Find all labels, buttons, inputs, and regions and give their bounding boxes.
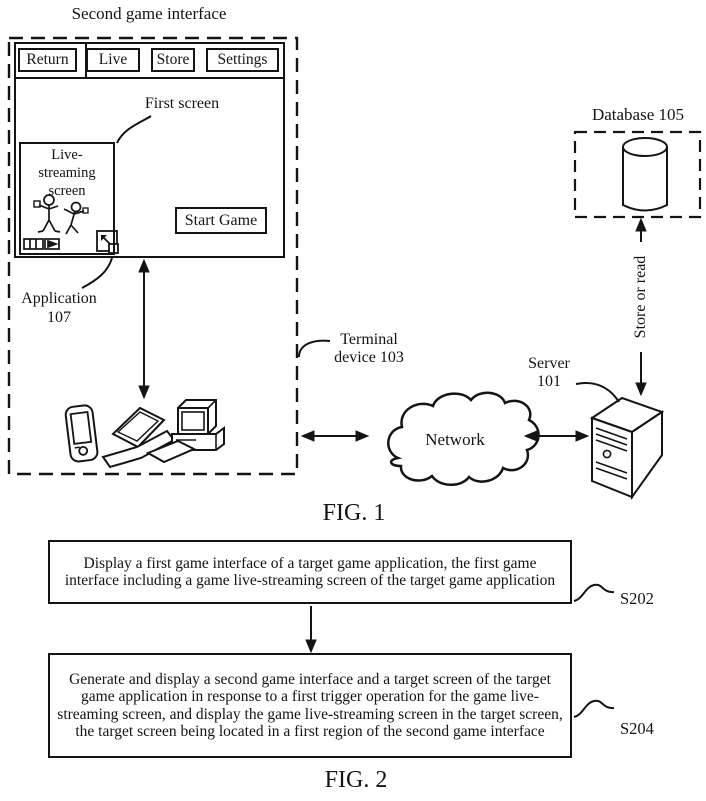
live-streaming-screen-box <box>19 142 115 255</box>
fig2-caption: FIG. 2 <box>324 767 388 793</box>
step-id-s202: S202 <box>620 589 654 608</box>
database-label: Database 105 <box>591 105 685 124</box>
s202-leader-squiggle <box>574 585 614 601</box>
toolbar <box>16 44 283 79</box>
terminal-device-label-line2: device 103 <box>334 349 404 366</box>
flow-step-s204-text: Generate and display a second game interface and a target screen of the target game application in response to a first trigger operation for the game live-streaming screen, and display the game live-streaming screen in the target screen, the target screen being located in a first region of the second game interface <box>57 670 563 740</box>
desktop-computer-icon <box>148 400 224 462</box>
server-label-line1: Server <box>528 355 570 372</box>
live-button[interactable]: Live <box>86 48 140 72</box>
terminal-device-label <box>323 331 415 367</box>
server-label-line2: 101 <box>537 373 561 390</box>
live-streaming-label-line1: Live- <box>51 147 83 163</box>
settings-button[interactable]: Settings <box>206 48 279 72</box>
store-button[interactable]: Store <box>151 48 195 72</box>
database-cylinder-icon <box>623 138 667 211</box>
server-icon <box>592 398 662 497</box>
application-leader-line <box>82 258 112 288</box>
flow-step-arrow <box>306 606 316 652</box>
terminal-device-label-line1: Terminal <box>340 331 398 348</box>
server-leader-line <box>576 383 619 402</box>
terminal-network-arrow <box>302 431 368 441</box>
flow-step-s204-box <box>48 653 572 758</box>
fig1-caption: FIG. 1 <box>322 500 386 526</box>
application-label-line1: Application <box>21 290 97 307</box>
network-label: Network <box>425 430 485 449</box>
phone-icon <box>65 404 99 462</box>
step-id-s204: S204 <box>620 719 654 738</box>
server-label <box>518 355 580 391</box>
live-streaming-label-line2: streaming <box>38 165 96 181</box>
second-game-interface-label: Second game interface <box>71 4 227 23</box>
application-label <box>14 289 104 327</box>
return-button[interactable]: Return <box>18 48 77 72</box>
flow-step-s202-box <box>48 540 572 604</box>
live-streaming-label-line3: screen <box>48 183 86 199</box>
network-server-arrow <box>525 431 588 441</box>
first-screen-label: First screen <box>144 95 220 112</box>
start-game-button[interactable]: Start Game <box>175 207 267 234</box>
application-devices-arrow <box>139 260 149 398</box>
flow-step-s202-text: Display a first game interface of a target game application, the first game interface including a game live-streaming screen of the target game application <box>64 554 556 589</box>
store-or-read-label: Store or read <box>632 242 650 352</box>
s204-leader-squiggle <box>574 701 614 717</box>
application-label-line2: 107 <box>47 309 71 326</box>
